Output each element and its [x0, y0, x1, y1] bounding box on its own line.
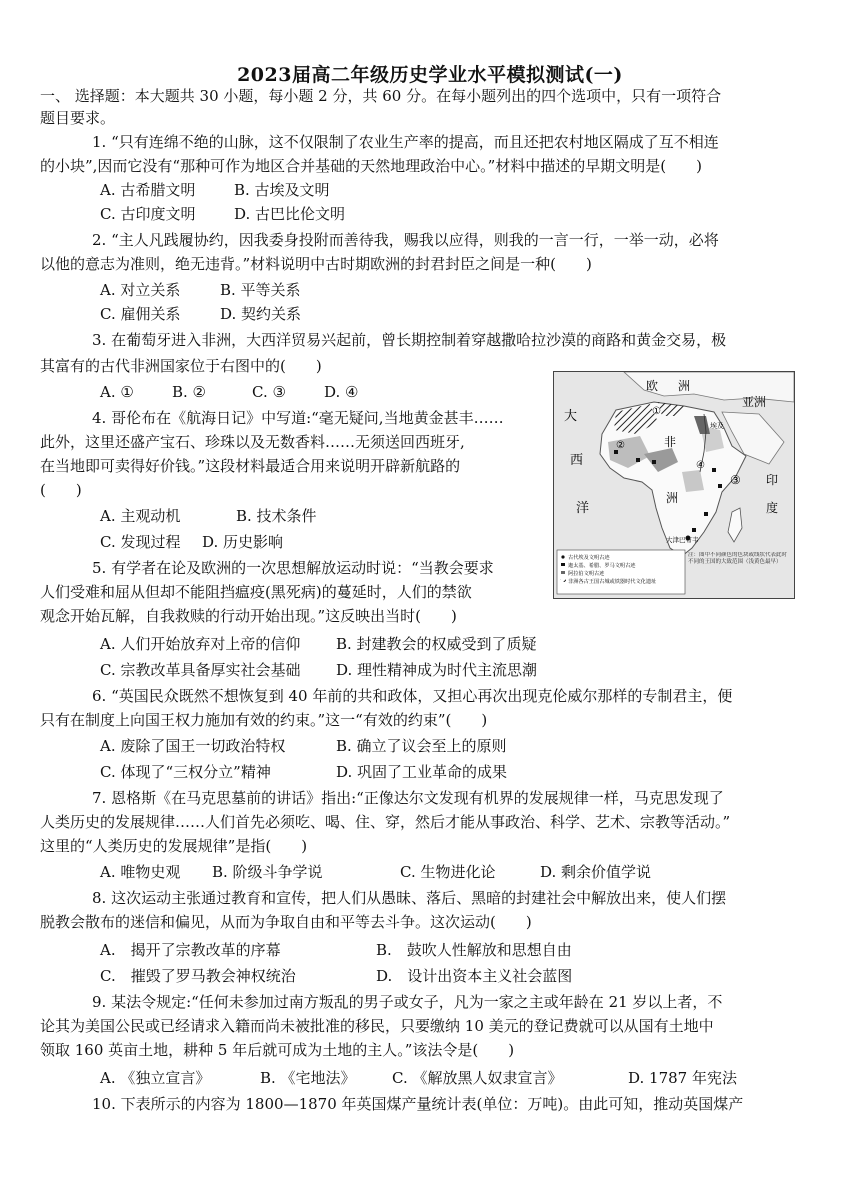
label-africa-1: 非: [664, 435, 677, 449]
q5-option-d[interactable]: D. 理性精神成为时代主流思潮: [336, 661, 538, 679]
q1-option-c[interactable]: C. 古印度文明: [100, 205, 196, 223]
q3-text: 3. 在葡萄牙进入非洲，大西洋贸易兴起前，曾长期控制着穿越撒哈拉沙漠的商路和黄金交易，极: [92, 331, 727, 349]
label-europe-2: 洲: [678, 379, 691, 393]
q5-text: 人们受难和屈从但却不能阻挡瘟疫(黑死病)的蔓延时，人们的禁欲: [40, 583, 472, 601]
q2-option-c[interactable]: C. 雇佣关系: [100, 305, 181, 323]
site-marker: [718, 484, 722, 488]
map-note-text: 注：图中不同颜色的色块或线状代表此时不同的王国的大致范围（浅黄色最早）: [688, 552, 788, 565]
label-num-4: ④: [696, 460, 705, 471]
q5-option-a[interactable]: A. 人们开始放弃对上帝的信仰: [100, 635, 301, 653]
legend-item-2: 迦太基、希腊、罗马文明古迹: [568, 563, 636, 569]
q5-text: 5. 有学者在论及欧洲的一次思想解放运动时说：“当教会要求: [92, 559, 494, 577]
q3-options: [100, 382, 358, 402]
q9-text: 论其为美国公民或已经请求入籍而尚未被批准的移民，只要缴纳 10 美元的登记费就可以从国有土地中: [40, 1017, 714, 1035]
label-europe: 欧: [646, 379, 659, 393]
q4-option-d[interactable]: D. 历史影响: [202, 533, 284, 551]
legend-swatch: [561, 555, 564, 558]
q3-text: 其富有的古代非洲国家位于右图中的( ): [40, 357, 322, 375]
label-asia: 亚洲: [742, 395, 767, 409]
section-heading: 一、 选择题：本大题共 30 小题，每小题 2 分，共 60 分。在每小题列出的四个选项中，只有一项符合: [40, 87, 722, 105]
site-marker: [652, 460, 656, 464]
q7-option-a[interactable]: A. 唯物史观: [100, 863, 181, 881]
label-atlantic-3: 洋: [576, 501, 590, 516]
q7-text: 人类历史的发展规律……人们首先必须吃、喝、住、穿，然后才能从事政治、科学、艺术、宗教等活动。”: [40, 813, 731, 831]
site-marker: [704, 512, 708, 516]
site-marker: [712, 468, 716, 472]
q4-option-a[interactable]: A. 主观动机: [100, 507, 181, 525]
legend-item-4: 非洲各古王国古城或铁器时代文化遗址: [568, 579, 657, 585]
q6-option-c[interactable]: C. 体现了“三权分立”精神: [100, 763, 271, 781]
q4-option-c[interactable]: C. 发现过程: [100, 533, 181, 551]
q1-option-b[interactable]: B. 古埃及文明: [234, 181, 330, 199]
q10-text: 10. 下表所示的内容为 1800—1870 年英国煤产量统计表(单位：万吨)。由此可知，推动英国煤产: [92, 1095, 744, 1113]
label-indian-2: 度: [766, 501, 779, 515]
legend-swatch: [561, 563, 565, 566]
label-zimbabwe: 大津巴布韦: [666, 536, 699, 544]
q2-text: 2. “主人凡践履协约，因我委身投附而善待我，赐我以应得，则我的一言一行，一举一动，必将: [92, 231, 719, 249]
q7-option-b[interactable]: B. 阶级斗争学说: [212, 863, 323, 881]
q5-option-b[interactable]: B. 封建教会的权威受到了质疑: [336, 635, 537, 653]
q7-text: 这里的“人类历史的发展规律”是指( ): [40, 837, 308, 855]
label-num-1: ①: [652, 406, 661, 417]
label-indian-1: 印: [766, 473, 779, 487]
legend-swatch: [560, 579, 566, 582]
q8-text: 8. 这次运动主张通过教育和宣传，把人们从愚昧、落后、黑暗的封建社会中解放出来，使人们摆: [92, 889, 727, 907]
exam-title: 2023届高二年级历史学业水平模拟测试(一): [237, 64, 623, 86]
q1-option-d[interactable]: D. 古巴比伦文明: [234, 205, 346, 223]
q8-option-b[interactable]: B. 鼓吹人性解放和思想自由: [376, 941, 572, 959]
q8-text: 脱教会散布的迷信和偏见，从而为争取自由和平等去斗争。这次运动( ): [40, 913, 532, 931]
q8-options: [100, 940, 572, 960]
q7-option-d[interactable]: D. 剩余价值学说: [540, 863, 652, 881]
q9-option-a[interactable]: A. 《独立宣言》: [100, 1069, 211, 1087]
label-atlantic-2: 西: [570, 453, 584, 468]
q1-text: 1. “只有连绵不绝的山脉，这不仅限制了农业生产率的提高，而且还把农村地区隔成了互不相连: [92, 133, 719, 151]
q9-options: [100, 1068, 737, 1088]
q3-option-c[interactable]: C. ③: [252, 383, 286, 401]
q1-options: [100, 204, 345, 224]
q4-text: 4. 哥伦布在《航海日记》中写道:“毫无疑问,当地黄金甚丰……: [92, 409, 504, 427]
q5-option-c[interactable]: C. 宗教改革具备厚实社会基础: [100, 661, 301, 679]
q2-options: [100, 280, 301, 300]
q3-option-b[interactable]: B. ②: [172, 383, 207, 401]
africa-map-svg: [554, 372, 794, 598]
q2-text: 以他的意志为准则，绝无违背。”材料说明中古时期欧洲的封君封臣之间是一种( ): [40, 255, 592, 273]
label-atlantic-1: 大: [564, 409, 578, 424]
q8-option-c[interactable]: C. 摧毁了罗马教会神权统治: [100, 967, 296, 985]
label-num-2: ②: [616, 440, 625, 451]
q3-option-a[interactable]: A. ①: [100, 383, 134, 401]
q9-text: 9. 某法令规定:“任何未参加过南方叛乱的男子或女子，凡为一家之主或年龄在 21 岁以上者，不: [92, 993, 723, 1011]
q8-options: [100, 966, 572, 986]
q4-option-b[interactable]: B. 技术条件: [236, 507, 317, 525]
legend-swatch: [561, 571, 565, 574]
site-marker: [692, 528, 696, 532]
legend-item-1: 古代埃及文明古迹: [568, 555, 610, 561]
q9-option-c[interactable]: C. 《解放黑人奴隶宣言》: [392, 1069, 563, 1087]
q5-text: 观念开始瓦解，自我救赎的行动开始出现。”这反映出当时( ): [40, 607, 457, 625]
map-note: [688, 552, 792, 596]
section-heading-cont: 题目要求。: [40, 109, 116, 127]
q4-options: [100, 532, 283, 552]
q4-text: ( ): [40, 481, 82, 499]
q7-options: [100, 862, 651, 882]
label-num-3: ③: [730, 473, 741, 487]
q1-text: 的小块”,因而它没有“那种可作为地区合并基础的天然地理政治中心。”材料中描述的早期文明是( ): [40, 157, 702, 175]
q7-text: 7. 恩格斯《在马克思墓前的讲话》指出:“正像达尔文发现有机界的发展规律一样，马克思发现了: [92, 789, 724, 807]
q5-options: [100, 660, 537, 680]
q2-option-b[interactable]: B. 平等关系: [220, 281, 301, 299]
q6-option-b[interactable]: B. 确立了议会至上的原则: [336, 737, 507, 755]
site-marker: [636, 458, 640, 462]
q1-options: [100, 180, 330, 200]
q6-options: [100, 762, 507, 782]
q2-options: [100, 304, 301, 324]
q9-option-b[interactable]: B. 《宅地法》: [260, 1069, 356, 1087]
q6-text: 只有在制度上向国王权力施加有效的约束。”这一“有效的约束”( ): [40, 711, 488, 729]
q6-options: [100, 736, 507, 756]
q2-option-d[interactable]: D. 契约关系: [220, 305, 302, 323]
q6-text: 6. “英国民众既然不想恢复到 40 年前的共和政体，又担心再次出现克伦威尔那样的专制君主，便: [92, 687, 733, 705]
q2-option-a[interactable]: A. 对立关系: [100, 281, 181, 299]
q9-option-d[interactable]: D. 1787 年宪法: [628, 1069, 737, 1087]
q6-option-a[interactable]: A. 废除了国王一切政治特权: [100, 737, 286, 755]
q5-options: [100, 634, 537, 654]
q3-option-d[interactable]: D. ④: [324, 383, 359, 401]
legend-item-3: 阿拉伯文明古迹: [568, 571, 605, 577]
q8-option-a[interactable]: A. 揭开了宗教改革的序幕: [100, 941, 281, 959]
q7-option-c[interactable]: C. 生物进化论: [400, 863, 496, 881]
q4-text: 此外，这里还盛产宝石、珍珠以及无数香料……无须送回西班牙,: [40, 433, 465, 451]
label-egypt: 埃及: [710, 422, 724, 430]
africa-map-figure: [553, 371, 795, 599]
q9-text: 领取 160 英亩土地，耕种 5 年后就可成为土地的主人。”该法令是( ): [40, 1041, 515, 1059]
q1-option-a[interactable]: A. 古希腊文明: [100, 181, 196, 199]
q6-option-d[interactable]: D. 巩固了工业革命的成果: [336, 763, 508, 781]
q4-options: [100, 506, 317, 526]
q8-option-d[interactable]: D. 设计出资本主义社会蓝图: [376, 967, 573, 985]
q4-text: 在当地即可卖得好价钱。”这段材料最适合用来说明开辟新航路的: [40, 457, 461, 475]
label-africa-2: 洲: [666, 491, 679, 505]
